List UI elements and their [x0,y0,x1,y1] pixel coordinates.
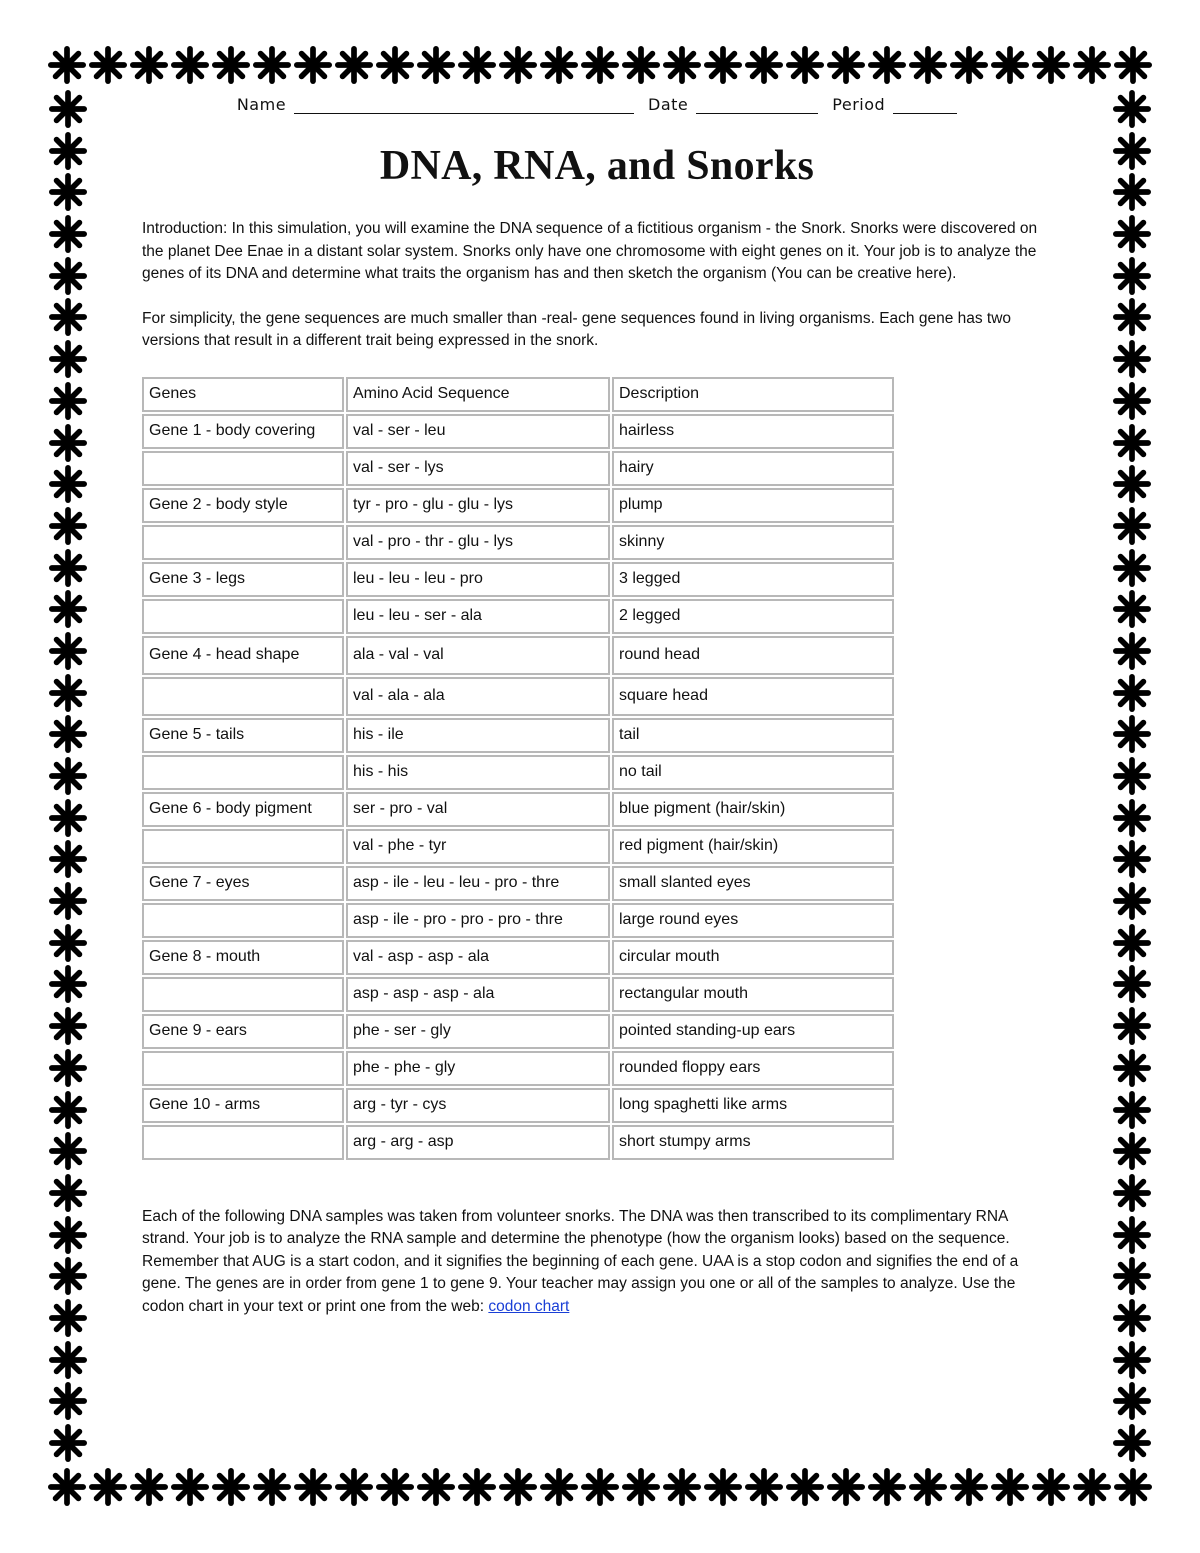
asterisk-star-icon [786,46,824,84]
asterisk-star-icon [1113,549,1151,587]
asterisk-star-icon [49,1174,87,1212]
asterisk-star-icon [49,257,87,295]
asterisk-star-icon [458,1468,496,1506]
description-cell: round head [612,636,894,675]
asterisk-star-icon [48,46,86,84]
table-row [142,792,894,827]
asterisk-star-icon [1113,465,1151,503]
asterisk-star-icon [1113,1132,1151,1170]
description-cell: no tail [612,755,894,790]
amino-acid-cell: asp - asp - asp - ala [346,977,610,1012]
asterisk-star-icon [89,46,127,84]
amino-acid-cell: ala - val - val [346,636,610,675]
asterisk-star-icon [704,46,742,84]
table-row [142,866,894,901]
date-field[interactable] [696,97,818,114]
table-row [142,562,894,597]
amino-acid-cell: tyr - pro - glu - glu - lys [346,488,610,523]
amino-acid-cell: val - ser - lys [346,451,610,486]
asterisk-star-icon [49,424,87,462]
asterisk-star-icon [950,1468,988,1506]
header-fields [142,95,1052,114]
asterisk-star-icon [171,46,209,84]
asterisk-star-icon [49,1341,87,1379]
gene-cell: Gene 2 - body style [142,488,344,523]
border-bottom [48,1468,1152,1506]
amino-acid-cell: val - ser - leu [346,414,610,449]
description-cell: skinny [612,525,894,560]
asterisk-star-icon [212,46,250,84]
gene-cell [142,977,344,1012]
asterisk-star-icon [1113,1257,1151,1295]
simplicity-paragraph: For simplicity, the gene sequences are much smaller than -real- gene sequences found in living organisms. Each gene has two versions that result in a different trait being expressed in the snork. [142,309,1012,349]
gene-cell: Gene 1 - body covering [142,414,344,449]
table-row [142,755,894,790]
asterisk-star-icon [49,215,87,253]
asterisk-star-icon [417,46,455,84]
asterisk-star-icon [49,840,87,878]
asterisk-star-icon [49,465,87,503]
description-cell: red pigment (hair/skin) [612,829,894,864]
asterisk-star-icon [458,46,496,84]
description-cell: rounded floppy ears [612,1051,894,1086]
table-header-row [142,377,894,412]
column-header-description: Description [612,377,894,412]
gene-cell [142,1051,344,1086]
asterisk-star-icon [1113,715,1151,753]
table-row [142,599,894,634]
description-cell: long spaghetti like arms [612,1088,894,1123]
asterisk-star-icon [909,46,947,84]
asterisk-star-icon [1113,1216,1151,1254]
asterisk-star-icon [1113,674,1151,712]
asterisk-star-icon [1114,1468,1152,1506]
gene-cell: Gene 8 - mouth [142,940,344,975]
asterisk-star-icon [786,1468,824,1506]
asterisk-star-icon [1113,340,1151,378]
table-row [142,1088,894,1123]
amino-acid-cell: phe - ser - gly [346,1014,610,1049]
amino-acid-cell: val - ala - ala [346,677,610,716]
asterisk-star-icon [827,1468,865,1506]
period-label: Period [832,95,886,114]
asterisk-star-icon [49,924,87,962]
asterisk-star-icon [663,1468,701,1506]
asterisk-star-icon [49,632,87,670]
asterisk-star-icon [253,1468,291,1506]
asterisk-star-icon [376,46,414,84]
asterisk-star-icon [335,46,373,84]
asterisk-star-icon [1113,298,1151,336]
asterisk-star-icon [49,298,87,336]
asterisk-star-icon [1113,132,1151,170]
asterisk-star-icon [49,340,87,378]
description-cell: square head [612,677,894,716]
description-cell: small slanted eyes [612,866,894,901]
asterisk-star-icon [376,1468,414,1506]
amino-acid-cell: arg - arg - asp [346,1125,610,1160]
asterisk-star-icon [1113,1049,1151,1087]
asterisk-star-icon [581,46,619,84]
asterisk-star-icon [499,1468,537,1506]
amino-acid-cell: asp - ile - leu - leu - pro - thre [346,866,610,901]
gene-cell [142,677,344,716]
asterisk-star-icon [1032,46,1070,84]
asterisk-star-icon [1113,882,1151,920]
table-row [142,718,894,753]
amino-acid-cell: phe - phe - gly [346,1051,610,1086]
gene-cell: Gene 5 - tails [142,718,344,753]
asterisk-star-icon [49,1424,87,1462]
intro-paragraph: Introduction: In this simulation, you will examine the DNA sequence of a fictitious organism - the Snork. Snorks were discovered on the planet Dee Enae in a distant solar system. Snorks only have one chromosome with eight genes on it. Your job is to analyze the genes of its DNA and determine what traits the organism has and then sketch the organism (You can be creative here). [142,220,1038,282]
asterisk-star-icon [663,46,701,84]
asterisk-star-icon [1113,382,1151,420]
asterisk-star-icon [49,1216,87,1254]
asterisk-star-icon [1113,965,1151,1003]
asterisk-star-icon [49,1049,87,1087]
amino-acid-cell: his - his [346,755,610,790]
description-cell: 2 legged [612,599,894,634]
gene-cell [142,1125,344,1160]
table-row [142,488,894,523]
description-cell: hairy [612,451,894,486]
asterisk-star-icon [49,1382,87,1420]
date-label: Date [648,95,689,114]
table-row [142,903,894,938]
asterisk-star-icon [49,173,87,211]
amino-acid-cell: ser - pro - val [346,792,610,827]
description-cell: hairless [612,414,894,449]
asterisk-star-icon [622,1468,660,1506]
gene-cell [142,755,344,790]
asterisk-star-icon [950,46,988,84]
table-row [142,940,894,975]
gene-cell [142,829,344,864]
asterisk-star-icon [1113,1424,1151,1462]
asterisk-star-icon [499,46,537,84]
asterisk-star-icon [1113,840,1151,878]
asterisk-star-icon [1113,1382,1151,1420]
asterisk-star-icon [49,549,87,587]
asterisk-star-icon [991,46,1029,84]
asterisk-star-icon [49,382,87,420]
asterisk-star-icon [1073,1468,1111,1506]
asterisk-star-icon [909,1468,947,1506]
gene-cell [142,451,344,486]
description-cell: pointed standing-up ears [612,1014,894,1049]
asterisk-star-icon [294,46,332,84]
asterisk-star-icon [1113,257,1151,295]
gene-cell: Gene 10 - arms [142,1088,344,1123]
table-row [142,525,894,560]
asterisk-star-icon [1113,1174,1151,1212]
table-row [142,977,894,1012]
asterisk-star-icon [48,1468,86,1506]
asterisk-star-icon [540,46,578,84]
asterisk-star-icon [1113,799,1151,837]
amino-acid-cell: his - ile [346,718,610,753]
samples-text: Each of the following DNA samples was taken from volunteer snorks. The DNA was then transcribed to its complimentary RNA strand. Your job is to analyze the RNA sample and determine the phenotype (how the organism looks) based on the sequence. Remember that AUG is a start codon, and it signifies the beginning of each gene. UAA is a stop codon and signifies the end of a gene. The genes are in order from gene 1 to gene 9. Your teacher may assign you one or all of the samples to analyze. Use the codon chart in your text or print one from the web: [142,1207,1019,1315]
gene-cell [142,599,344,634]
asterisk-star-icon [622,46,660,84]
asterisk-star-icon [49,90,87,128]
amino-acid-cell: val - asp - asp - ala [346,940,610,975]
asterisk-star-icon [827,46,865,84]
asterisk-star-icon [49,715,87,753]
amino-acid-cell: asp - ile - pro - pro - pro - thre [346,903,610,938]
description-cell: tail [612,718,894,753]
asterisk-star-icon [1113,173,1151,211]
amino-acid-cell: leu - leu - leu - pro [346,562,610,597]
asterisk-star-icon [49,507,87,545]
gene-cell [142,903,344,938]
asterisk-star-icon [1113,757,1151,795]
asterisk-star-icon [1113,632,1151,670]
column-header-amino-acid: Amino Acid Sequence [346,377,610,412]
gene-cell: Gene 4 - head shape [142,636,344,675]
asterisk-star-icon [1113,424,1151,462]
asterisk-star-icon [49,1091,87,1129]
table-row [142,414,894,449]
asterisk-star-icon [1113,1299,1151,1337]
asterisk-star-icon [868,46,906,84]
asterisk-star-icon [49,1299,87,1337]
border-top [48,46,1152,84]
description-cell: circular mouth [612,940,894,975]
asterisk-star-icon [991,1468,1029,1506]
samples-paragraph [142,1206,1052,1319]
asterisk-star-icon [294,1468,332,1506]
asterisk-star-icon [130,1468,168,1506]
asterisk-star-icon [704,1468,742,1506]
asterisk-star-icon [253,46,291,84]
asterisk-star-icon [89,1468,127,1506]
asterisk-star-icon [1113,215,1151,253]
gene-cell: Gene 7 - eyes [142,866,344,901]
table-row [142,636,894,675]
page-title: DNA, RNA, and Snorks [379,143,815,189]
asterisk-star-icon [417,1468,455,1506]
asterisk-star-icon [171,1468,209,1506]
name-field[interactable] [294,97,634,114]
asterisk-star-icon [868,1468,906,1506]
border-right [1112,90,1152,1462]
worksheet-content [142,95,1052,1318]
description-cell: short stumpy arms [612,1125,894,1160]
description-cell: large round eyes [612,903,894,938]
amino-acid-cell: val - pro - thr - glu - lys [346,525,610,560]
gene-table [140,375,896,1162]
asterisk-star-icon [745,1468,783,1506]
table-row [142,1125,894,1160]
asterisk-star-icon [49,1007,87,1045]
description-cell: plump [612,488,894,523]
asterisk-star-icon [49,1132,87,1170]
amino-acid-cell: val - phe - tyr [346,829,610,864]
amino-acid-cell: leu - leu - ser - ala [346,599,610,634]
description-cell: rectangular mouth [612,977,894,1012]
amino-acid-cell: arg - tyr - cys [346,1088,610,1123]
asterisk-star-icon [49,674,87,712]
description-cell: blue pigment (hair/skin) [612,792,894,827]
asterisk-star-icon [1032,1468,1070,1506]
asterisk-star-icon [1113,590,1151,628]
gene-cell: Gene 6 - body pigment [142,792,344,827]
gene-cell: Gene 9 - ears [142,1014,344,1049]
asterisk-star-icon [49,132,87,170]
asterisk-star-icon [1113,1091,1151,1129]
asterisk-star-icon [49,590,87,628]
asterisk-star-icon [1113,1341,1151,1379]
asterisk-star-icon [49,757,87,795]
asterisk-star-icon [1113,924,1151,962]
asterisk-star-icon [49,799,87,837]
asterisk-star-icon [581,1468,619,1506]
asterisk-star-icon [49,1257,87,1295]
gene-cell [142,525,344,560]
asterisk-star-icon [212,1468,250,1506]
codon-chart-link[interactable]: codon chart [488,1297,570,1315]
table-row [142,451,894,486]
table-row [142,1051,894,1086]
table-row [142,677,894,716]
asterisk-star-icon [49,882,87,920]
asterisk-star-icon [745,46,783,84]
table-row [142,1014,894,1049]
asterisk-star-icon [1113,507,1151,545]
column-header-genes: Genes [142,377,344,412]
asterisk-star-icon [1113,90,1151,128]
gene-cell: Gene 3 - legs [142,562,344,597]
description-cell: 3 legged [612,562,894,597]
border-left [48,90,88,1462]
asterisk-star-icon [540,1468,578,1506]
asterisk-star-icon [335,1468,373,1506]
period-field[interactable] [893,97,957,114]
table-row [142,829,894,864]
asterisk-star-icon [1113,1007,1151,1045]
asterisk-star-icon [1114,46,1152,84]
asterisk-star-icon [1073,46,1111,84]
asterisk-star-icon [130,46,168,84]
asterisk-star-icon [49,965,87,1003]
name-label: Name [236,95,287,114]
